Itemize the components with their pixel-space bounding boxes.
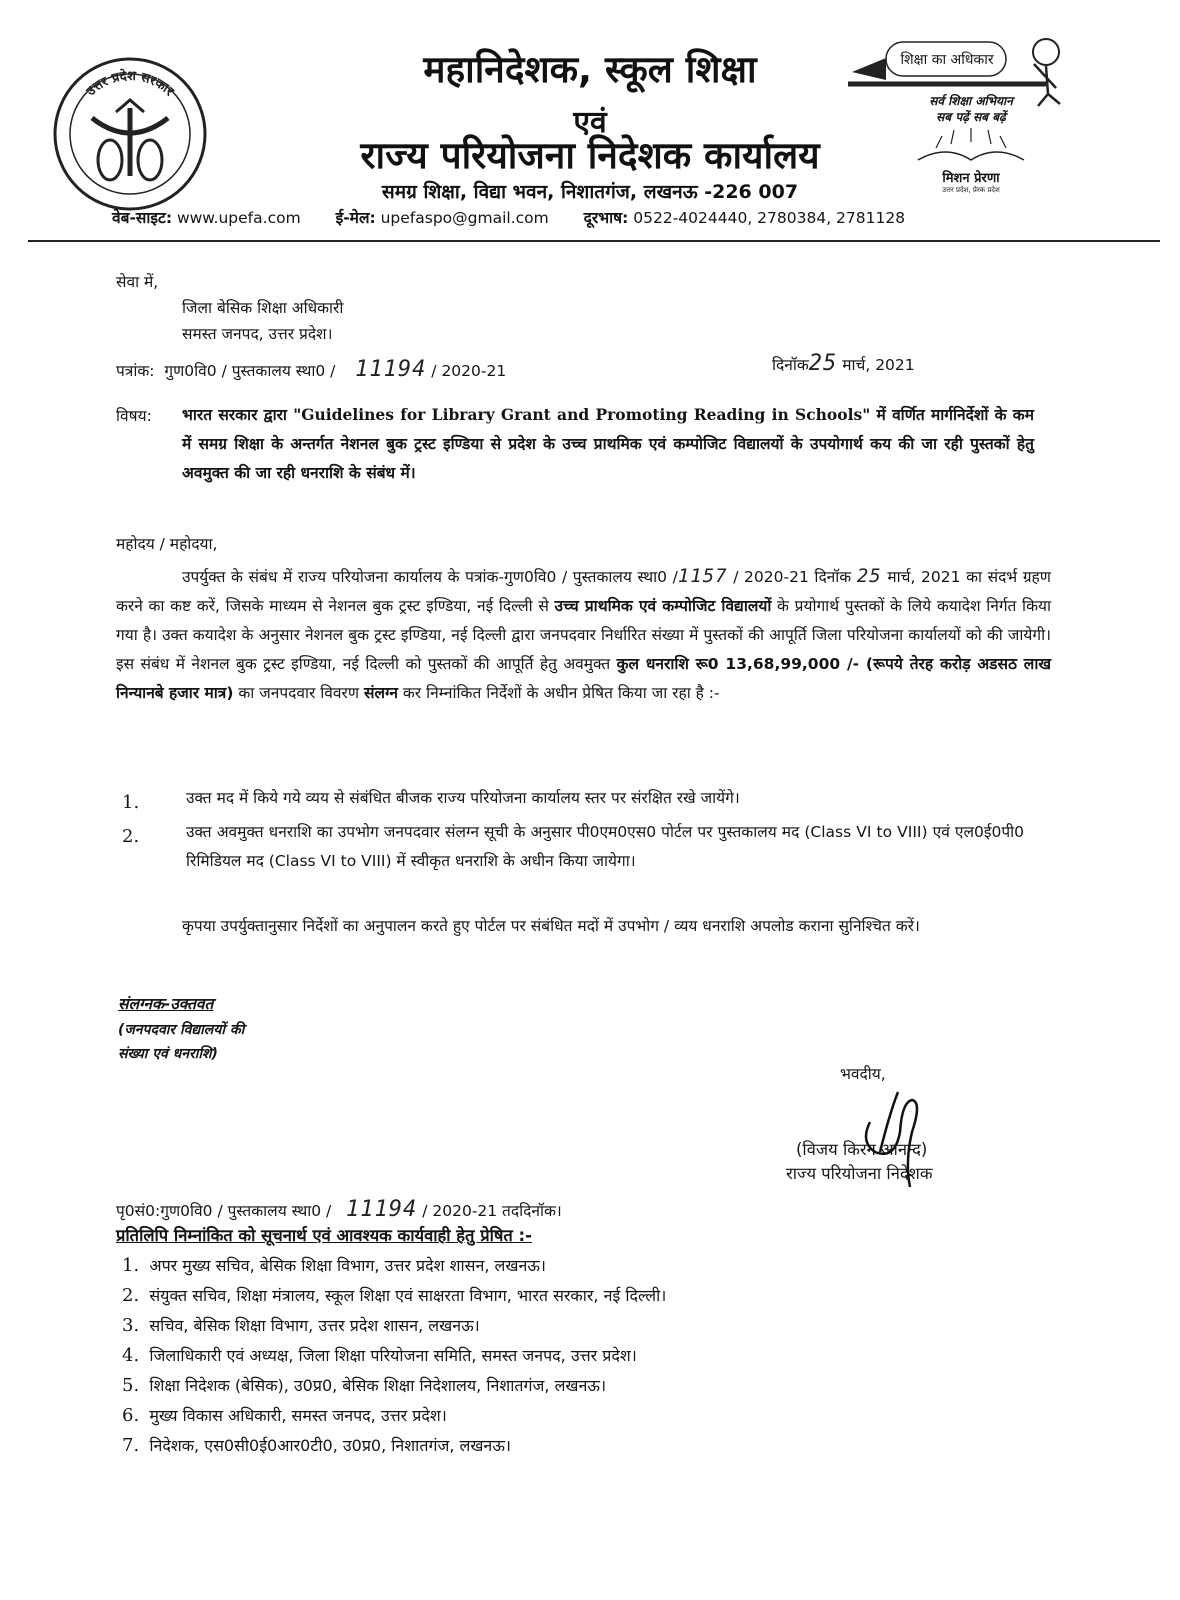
p1-e: का जनपदवार विवरण: [238, 684, 360, 702]
up-government-seal: [52, 56, 208, 212]
recipient-line2: समस्त जनपद, उत्तर प्रदेश।: [182, 325, 333, 343]
body-paragraph1: [116, 562, 1051, 708]
salutation: सेवा में,: [116, 273, 159, 291]
office-title-line2: एवं: [573, 105, 607, 140]
copy-item-number: 1.: [122, 1255, 140, 1276]
signatory-name: (विजय किरन आनन्द): [796, 1140, 928, 1159]
copy-ref-line: [116, 1196, 562, 1225]
instruction-number: 1.: [122, 792, 140, 813]
email-link[interactable]: upefaspo@gmail.com: [380, 209, 549, 227]
instruction-text: उक्त मद में किये गये व्यय से संबंधित बीजक राज्य परियोजना कार्यालय स्तर पर संरक्षित रखे जायेंगे।: [186, 789, 740, 807]
copy-list-item: [122, 1404, 666, 1434]
copy-item-text: निदेशक, एस0सी0ई0आर0टी0, उ0प्र0, निशातगंज, लखनऊ।: [149, 1436, 511, 1455]
subject-part1: भारत सरकार द्वारा: [182, 406, 287, 424]
right-logo-small: उत्तर प्रदेश, प्रेरक प्रदेश: [942, 186, 1000, 194]
copy-list-item: [122, 1374, 666, 1404]
copy-item-text: शिक्षा निदेशक (बेसिक), उ0प्र0, बेसिक शिक्षा निदेशालय, निशातगंज, लखनऊ।: [149, 1376, 607, 1395]
office-title-line1: महानिदेशक, स्कूल शिक्षा: [423, 48, 757, 91]
ref-year: / 2020-21: [431, 362, 507, 380]
subject-text: [182, 400, 1034, 488]
copy-ref-prefix: पृ0सं0:गुण0वि0 / पुस्तकालय स्था0 /: [116, 1202, 332, 1220]
copy-item-text: संयुक्त सचिव, शिक्षा मंत्रालय, स्कूल शिक्षा एवं साक्षरता विभाग, भारत सरकार, नई दिल्ली।: [149, 1286, 667, 1305]
p1-a: उपर्युक्त के संबंध में राज्य परियोजना कार्यालय के पत्रांक-गुण0वि0 / पुस्तकालय स्था0 /: [182, 568, 678, 586]
p1-d: के प्रयोगार्थ पुस्तकों के लिये कयादेश निर्गत किया गया है। उक्त कयादेश के अनुसार नेशनल बुक ट्रस्ट इण्डिया, नई दिल्ली द्वारा जनपदवार निर्धारित संख्या में पुस्तकों की आपूर्ति जिला परियोजना कार्यालयों को की जायेगी। इस संबंध में नेशनल बुक ट्रस्ट इण्डिया, नई दिल्ली को पुस्तकों की आपूर्ति हेतु अवमुक्त: [116, 597, 1051, 673]
website-link[interactable]: www.upefa.com: [176, 209, 301, 227]
instruction-number: 2.: [122, 826, 140, 847]
date-line: [772, 350, 915, 379]
body-paragraph2: कृपया उपर्युक्तानुसार निर्देशों का अनुपालन करते हुए पोर्टल पर संबंधित मदों में उपभोग / व्यय धनराशि अपलोड कराना सुनिश्चित करें।: [182, 917, 920, 935]
p1-bold-schools: उच्च प्राथमिक एवं कम्पोजिट विद्यालयों: [554, 597, 772, 615]
p1-day: 25: [856, 565, 882, 587]
p1-bold-attached: संलग्न: [364, 684, 398, 702]
subject-label: विषय:: [116, 407, 152, 425]
copy-list: [122, 1254, 666, 1464]
p1-f: कर निम्नांकित निर्देशों के अधीन प्रेषित किया जा रहा है :-: [402, 684, 720, 702]
copy-item-number: 7.: [122, 1435, 140, 1456]
office-address: समग्र शिक्षा, विद्या भवन, निशातगंज, लखनऊ -226 007: [381, 181, 799, 203]
p1-bold-amount: कुल धनराशि रू0 13,68,99,000 /- (रूपये तेरह करोड़ अडसठ लाख निन्यानबे हजार मात्र): [116, 655, 1052, 702]
copy-item-text: अपर मुख्य सचिव, बेसिक शिक्षा विभाग, उत्तर प्रदेश शासन, लखनऊ।: [149, 1256, 546, 1275]
copy-item-text: जिलाधिकारी एवं अध्यक्ष, जिला शिक्षा परियोजना समिति, समस्त जनपद, उत्तर प्रदेश।: [149, 1346, 637, 1365]
attachment-note1: (जनपदवार विद्यालयों की: [118, 1022, 245, 1038]
instruction-text: उक्त अवमुक्त धनराशि का उपभोग जनपदवार संलग्न सूची के अनुसार पी0एम0एस0 पोर्टल पर पुस्तकालय मद (Class VI to VIII) एवं एल0ई0पी0 रिमिडियल मद (Class VI to VIII) में स्वीकृत धनराशि के अधीन किया जायेगा।: [186, 823, 1024, 870]
signatory-designation: राज्य परियोजना निदेशक: [786, 1164, 933, 1183]
copy-list-item: [122, 1434, 666, 1464]
copy-item-number: 2.: [122, 1285, 140, 1306]
copy-heading: प्रतिलिपि निम्नांकित को सूचनार्थ एवं आवश्यक कार्यवाही हेतु प्रेषित :-: [116, 1226, 533, 1245]
copy-list-item: [122, 1344, 666, 1374]
ref-line: [116, 356, 506, 385]
phone-label: दूरभाष:: [583, 209, 629, 227]
copy-list-item: [122, 1314, 666, 1344]
website-label: वेब-साइट:: [112, 209, 173, 227]
copy-ref-suffix: / 2020-21 तददिनॉक।: [422, 1202, 562, 1220]
right-logo-block: [846, 32, 1096, 202]
copy-item-number: 3.: [122, 1315, 140, 1336]
p1-c: मार्च, 2021 का संदर्भ ग्रहण करने का कष्ट करें, जिसके माध्यम से नेशनल बुक ट्रस्ट इण्डिया, नई दिल्ली से: [116, 568, 1051, 615]
copy-list-item: [122, 1254, 666, 1284]
contact-line: [112, 206, 905, 228]
subject-guidelines: "Guidelines for Library Grant and Promoting Reading in Schools": [293, 405, 871, 424]
p1-ref-number: 1157: [677, 565, 728, 587]
right-logo-bottom: मिशन प्रेरणा: [942, 171, 1000, 186]
ref-number: 11194: [355, 357, 427, 382]
copy-item-number: 4.: [122, 1345, 140, 1366]
subject-part3: में वर्णित मार्गनिर्देशों के कम में समग्र शिक्षा के अन्तर्गत नेशनल बुक ट्रस्ट इण्डिया से प्रदेश के उच्च प्राथमिक एवं कम्पोजिट विद्यालयों के उपयोगार्थ कय की जा रही पुस्तकों हेतु अवमुक्त की जा रही धनराशि के संबंध में।: [182, 406, 1034, 482]
right-logo-top: शिक्षा का अधिकार: [900, 52, 994, 68]
copy-item-number: 5.: [122, 1375, 140, 1396]
svg-text:उत्तर प्रदेश सरकार: [83, 68, 177, 100]
closing: भवदीय,: [840, 1065, 886, 1083]
date-label: दिनॉक: [772, 356, 809, 374]
ref-label: पत्रांक:: [116, 362, 155, 380]
copy-list-item: [122, 1284, 666, 1314]
copy-item-number: 6.: [122, 1405, 140, 1426]
copy-item-text: सचिव, बेसिक शिक्षा विभाग, उत्तर प्रदेश शासन, लखनऊ।: [149, 1316, 480, 1335]
right-logo-mid2: सब पढ़ें सब बढ़ें: [936, 110, 1006, 124]
attachment-note2: संख्या एवं धनराशि): [118, 1046, 218, 1062]
attachment-label: संलग्नक-उक्तवत: [118, 995, 214, 1013]
greeting: महोदय / महोदया,: [116, 535, 218, 553]
ref-prefix: गुण0वि0 / पुस्तकालय स्था0 /: [164, 362, 336, 380]
right-logo-mid1: सर्व शिक्षा अभियान: [929, 94, 1013, 108]
office-title-line3: राज्य परियोजना निदेशक कार्यालय: [360, 134, 820, 177]
header-divider: [28, 240, 1160, 242]
phone-number: 0522-4024440, 2780384, 2781128: [633, 209, 906, 227]
seal-text: उत्तर प्रदेश सरकार: [83, 68, 177, 100]
email-label: ई-मेल:: [335, 209, 376, 227]
recipient-line1: जिला बेसिक शिक्षा अधिकारी: [182, 299, 344, 317]
date-rest: मार्च, 2021: [842, 356, 915, 374]
copy-item-text: मुख्य विकास अधिकारी, समस्त जनपद, उत्तर प्रदेश।: [149, 1406, 447, 1425]
date-day: 25: [808, 351, 838, 376]
p1-b: / 2020-21 दिनॉक: [733, 568, 852, 586]
copy-ref-number: 11194: [346, 1197, 418, 1222]
